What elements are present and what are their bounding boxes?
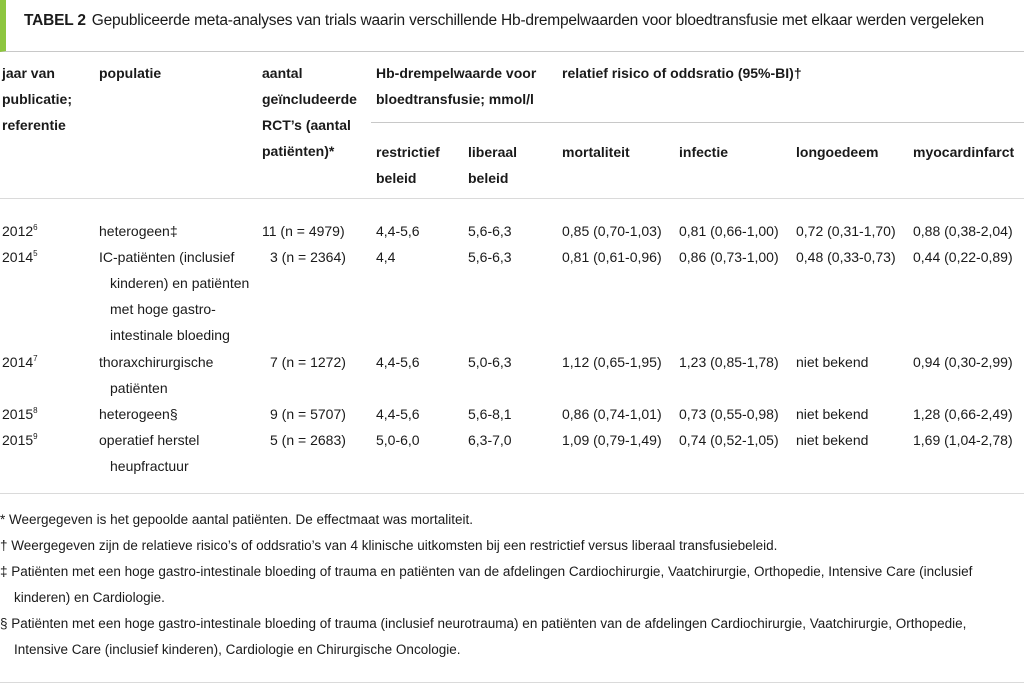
header-liberal: liberaal beleid [468, 144, 518, 186]
row-infection: 0,81 (0,66-1,00) [679, 223, 779, 239]
footnote-section: § Patiënten met een hoge gastro-intestinale bloeding of trauma (inclusief neurotrauma) en patiënten van de afdelingen Cardiochirurgie, Vaatchirurgie, Orthopedie, Intensive Care (inclusief kinderen), Cardiologie en Chirurgische Oncologie. [0, 616, 967, 657]
row-population: thoraxchirurgische patiënten [99, 354, 214, 396]
row-year: 2012$^6$ [2, 223, 38, 239]
row-year: 2014$^7$ [2, 354, 38, 370]
row-edema: niet bekend [796, 406, 869, 422]
row-mi: 1,69 (1,04-2,78) [913, 432, 1013, 448]
page-bottom-rule [0, 682, 1024, 683]
header-rcts: aantal geïncludeerde RCT’s (aantal patiënten)* [262, 65, 357, 159]
row-edema: niet bekend [796, 432, 869, 448]
row-year: 2014$^5$ [2, 249, 38, 265]
footnote-double-dagger: ‡ Patiënten met een hoge gastro-intestinale bloeding of trauma en patiënten van de afdelingen Cardiochirurgie, Vaatchirurgie, Orthopedie, Intensive Care (inclusief kinderen) en Cardiologie. [0, 564, 973, 605]
row-infection: 0,74 (0,52-1,05) [679, 432, 779, 448]
row-mortality: 0,86 (0,74-1,01) [562, 406, 662, 422]
row-mi: 1,28 (0,66-2,49) [913, 406, 1013, 422]
header-bottom-rule [0, 198, 1024, 199]
row-population: operatief herstel heupfractuur [99, 432, 200, 474]
row-mi: 0,94 (0,30-2,99) [913, 354, 1013, 370]
row-population: heterogeen§ [99, 406, 178, 422]
table-title-bar [0, 0, 1024, 52]
row-edema: 0,48 (0,33-0,73) [796, 249, 896, 265]
table-title [24, 12, 984, 30]
row-liberal: 5,6-8,1 [468, 406, 512, 422]
header-hb-threshold: Hb-drempelwaarde voor bloedtransfusie; mmol/l [376, 65, 537, 107]
row-mortality: 1,12 (0,65-1,95) [562, 354, 662, 370]
header-restrictive: restrictief beleid [376, 144, 440, 186]
header-mortality: mortaliteit [562, 144, 630, 160]
header-edema: longoedeem [796, 144, 879, 160]
row-edema: 0,72 (0,31-1,70) [796, 223, 896, 239]
row-edema: niet bekend [796, 354, 869, 370]
row-year: 2015$^8$ [2, 406, 38, 422]
row-infection: 0,86 (0,73-1,00) [679, 249, 779, 265]
row-mortality: 0,85 (0,70-1,03) [562, 223, 662, 239]
row-population: heterogeen‡ [99, 223, 178, 239]
header-infection: infectie [679, 144, 729, 160]
row-restrictive: 4,4 [376, 249, 396, 265]
footnote-star: * Weergegeven is het gepoolde aantal patiënten. De effectmaat was mortaliteit. [0, 512, 474, 527]
row-rcts: 11 (n = 4979) [262, 223, 345, 239]
table-label: TABEL 2 [24, 12, 86, 29]
table-caption: Gepubliceerde meta-analyses van trials waarin verschillende Hb-drempelwaarden voor bloedtransfusie met elkaar werden vergeleken [91, 12, 984, 29]
row-rcts: 9 (n = 5707) [270, 406, 346, 422]
row-mi: 0,44 (0,22-0,89) [913, 249, 1013, 265]
header-year: jaar van publicatie; referentie [2, 65, 73, 133]
footnote-dagger: † Weergegeven zijn de relatieve risico’s of oddsratio’s van 4 klinische uitkomsten bij een restrictief versus liberaal transfusiebeleid. [0, 538, 778, 553]
header-population: populatie [99, 65, 162, 81]
row-rcts: 7 (n = 1272) [270, 354, 346, 370]
row-mi: 0,88 (0,38-2,04) [913, 223, 1013, 239]
row-liberal: 6,3-7,0 [468, 432, 512, 448]
header-relative-risk: relatief risico of oddsratio (95%-BI)† [562, 65, 802, 81]
row-restrictive: 4,4-5,6 [376, 354, 420, 370]
row-restrictive: 4,4-5,6 [376, 223, 420, 239]
row-year: 2015$^9$ [2, 432, 38, 448]
row-liberal: 5,6-6,3 [468, 223, 512, 239]
row-rcts: 5 (n = 2683) [270, 432, 346, 448]
row-restrictive: 4,4-5,6 [376, 406, 420, 422]
row-infection: 0,73 (0,55-0,98) [679, 406, 779, 422]
row-population: IC-patiënten (inclusief kinderen) en patiënten met hoge gastro- intestinale bloeding [99, 249, 250, 343]
row-mortality: 0,81 (0,61-0,96) [562, 249, 662, 265]
row-restrictive: 5,0-6,0 [376, 432, 420, 448]
row-rcts: 3 (n = 2364) [270, 249, 346, 265]
header-myocardial-infarction: myocardinfarct [913, 144, 1015, 160]
row-liberal: 5,0-6,3 [468, 354, 512, 370]
header-subrule [371, 122, 1024, 123]
row-liberal: 5,6-6,3 [468, 249, 512, 265]
body-bottom-rule [0, 493, 1024, 494]
row-mortality: 1,09 (0,79-1,49) [562, 432, 662, 448]
row-infection: 1,23 (0,85-1,78) [679, 354, 779, 370]
